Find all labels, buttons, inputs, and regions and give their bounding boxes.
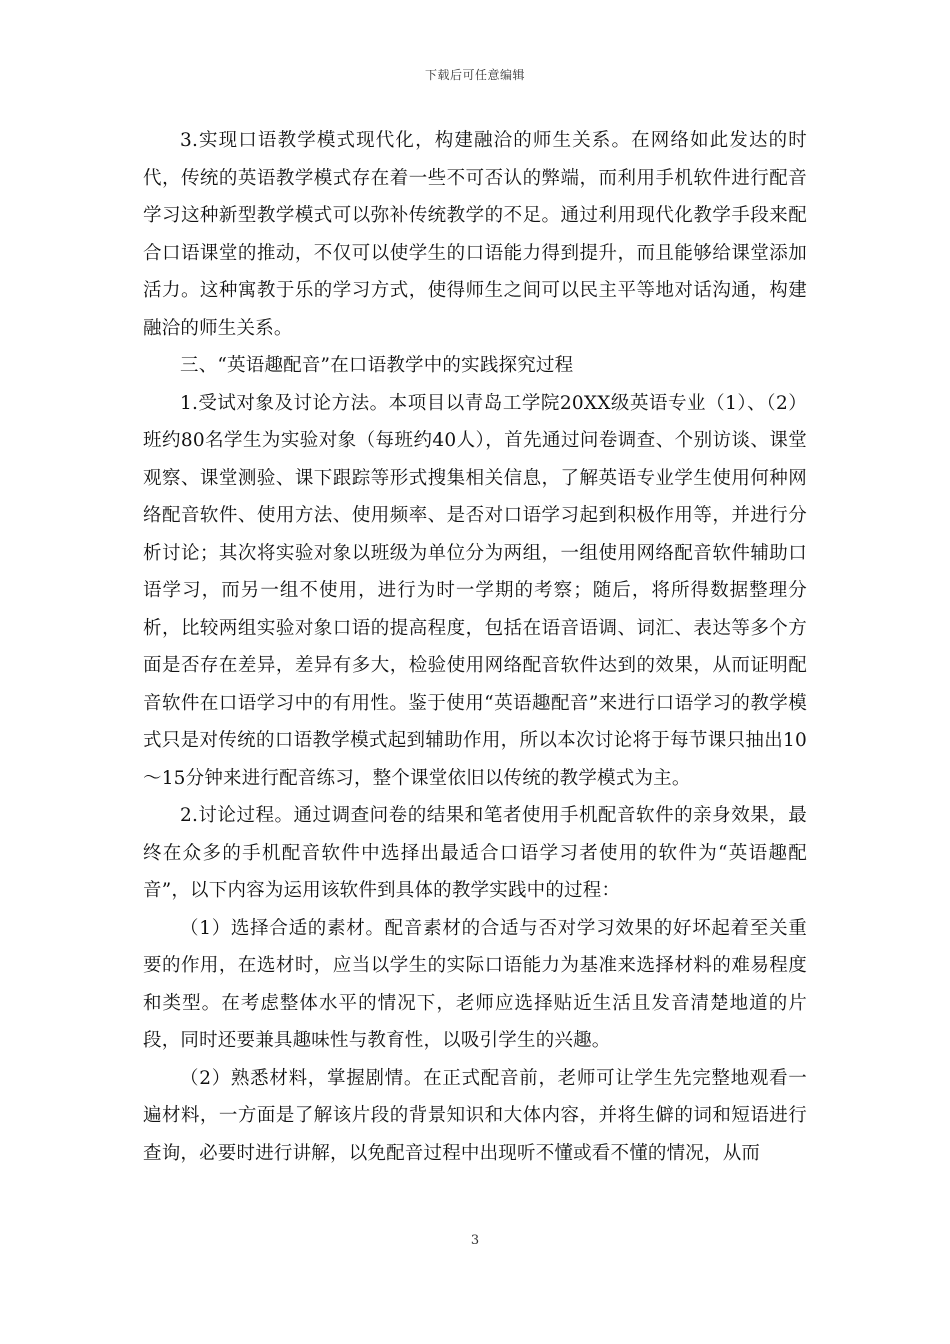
paragraph-subject-method: 1.受试对象及讨论方法。本项目以青岛工学院20XX级英语专业（1）、（2）班约80名学生为实验对象（每班约40人），首先通过问卷调查、个别访谈、课堂观察、课堂测验、课下跟踪等形式搜集相关信息，了解英语专业学生使用何种网络配音软件、使用方法、使用频率、是否对口语学习起到积极作用等，并进行分析讨论；其次将实验对象以班级为单位分为两组，一组使用网络配音软件辅助口语学习，而另一组不使用，进行为时一学期的考察；随后，将所得数据整理分析，比较两组实验对象口语的提高程度，包括在语音语调、词汇、表达等多个方面是否存在差异，差异有多大，检验使用网络配音软件达到的效果，从而证明配音软件在口语学习中的有用性。鉴于使用“英语趣配音”来进行口语学习的教学模式只是对传统的口语教学模式起到辅助作用，所以本次讨论将于每节课只抽出10～15分钟来进行配音练习，整个课堂依旧以传统的教学模式为主。	[143, 392, 807, 789]
paragraph-step-1: （1）选择合适的素材。配音素材的合适与否对学习效果的好坏起着至关重要的作用，在选材时，应当以学生的实际口语能力为基准来选择材料的难易程度和类型。在考虑整体水平的情况下，老师应选择贴近生活且发音清楚地道的片段，同时还要兼具趣味性与教育性，以吸引学生的兴趣。	[143, 917, 807, 1051]
document-body	[143, 122, 807, 1172]
section-heading-3: 三、“英语趣配音”在口语教学中的实践探究过程	[180, 355, 574, 376]
paragraph-step-2: （2）熟悉材料，掌握剧情。在正式配音前，老师可让学生先完整地观看一遍材料，一方面是了解该片段的背景知识和大体内容，并将生僻的词和短语进行查询，必要时进行讲解，以免配音过程中出现听不懂或看不懂的情况，从而	[143, 1067, 807, 1164]
paragraph-process: 2.讨论过程。通过调查问卷的结果和笔者使用手机配音软件的亲身效果，最终在众多的手机配音软件中选择出最适合口语学习者使用的软件为“英语趣配音”，以下内容为运用该软件到具体的教学实践中的过程：	[143, 805, 807, 901]
page-number: 3	[470, 1233, 480, 1248]
paragraph-1: 3.实现口语教学模式现代化，构建融洽的师生关系。在网络如此发达的时代，传统的英语教学模式存在着一些不可否认的弊端，而利用手机软件进行配音学习这种新型教学模式可以弥补传统教学的不足。通过利用现代化教学手段来配合口语课堂的推动，不仅可以使学生的口语能力得到提升，而且能够给课堂添加活力。这种寓教于乐的学习方式，使得师生之间可以民主平等地对话沟通，构建融洽的师生关系。	[143, 130, 807, 339]
page-header: 下载后可任意编辑	[424, 68, 525, 82]
